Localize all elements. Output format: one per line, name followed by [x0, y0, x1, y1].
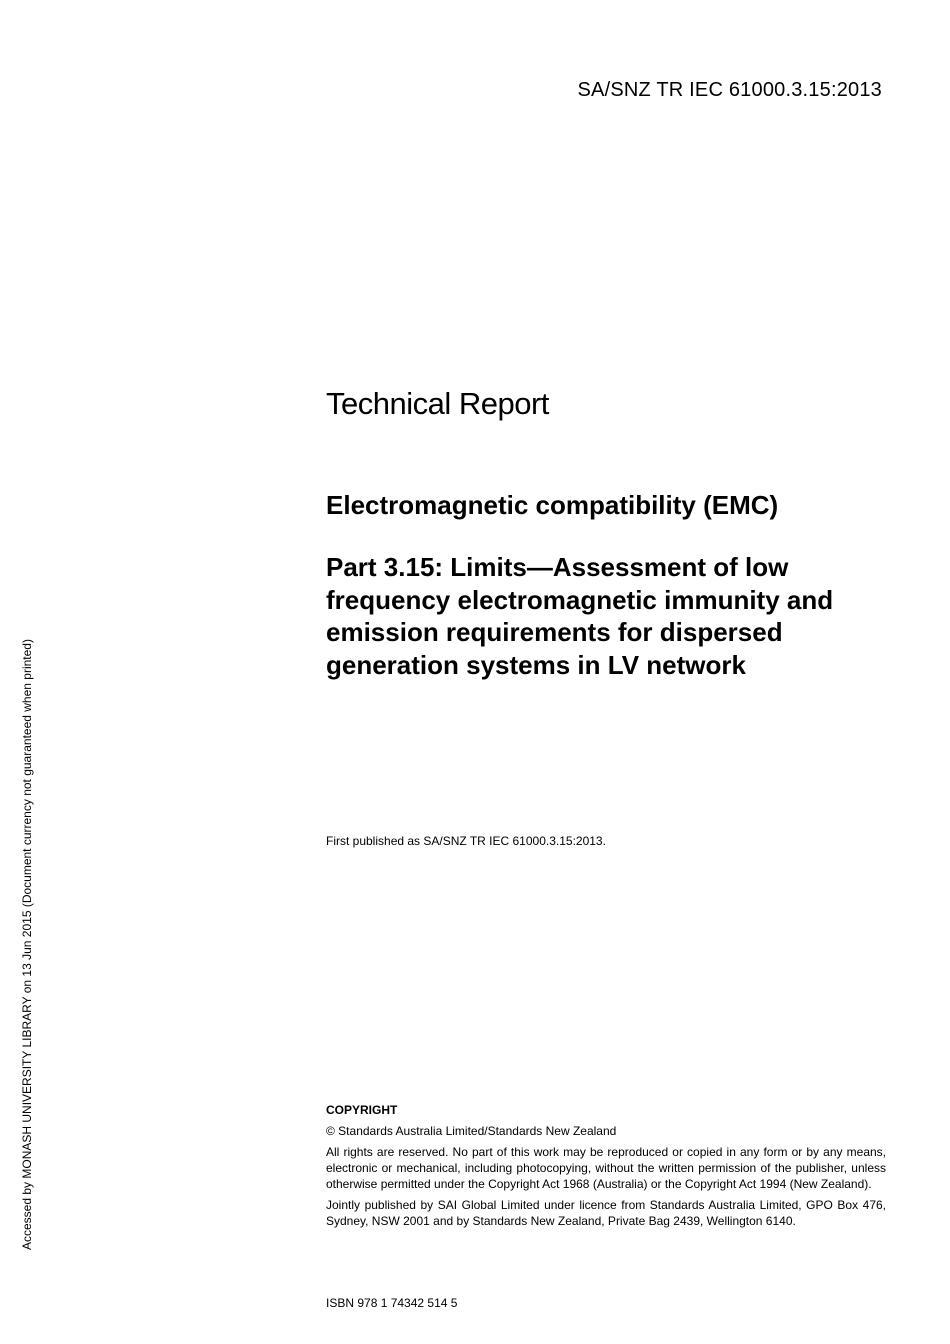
copyright-rights: All rights are reserved. No part of this work may be reproduced or copied in any form or by any means, electronic or mechanical, including photocopying, without the written permission of the publisher, unless otherwise permitted under the Copyright Act 1968 (Australia) or the Copyright Act 1994 (New Zealand).: [326, 1145, 886, 1191]
copyright-publisher: Jointly published by SAI Global Limited under licence from Standards Australia Limited, GPO Box 476, Sydney, NSW 2001 and by Standards New Zealand, Private Bag 2439, Wellington 6140.: [326, 1198, 886, 1228]
copyright-block: [326, 1102, 886, 1234]
first-published-note: First published as SA/SNZ TR IEC 61000.3.15:2013.: [326, 834, 606, 848]
access-note: Accessed by MONASH UNIVERSITY LIBRARY on 13 Jun 2015 (Document currency not guaranteed when printed): [20, 639, 34, 1250]
part-title: Part 3.15: Limits—Assessment of low frequency electromagnetic immunity and emission requirements for dispersed generation systems in LV network: [326, 552, 834, 680]
report-type: Technical Report: [326, 386, 549, 421]
isbn: ISBN 978 1 74342 514 5: [326, 1296, 458, 1310]
document-code: SA/SNZ TR IEC 61000.3.15:2013: [577, 79, 882, 101]
copyright-owner: © Standards Australia Limited/Standards New Zealand: [326, 1124, 617, 1138]
document-title: Electromagnetic compatibility (EMC): [326, 490, 779, 520]
copyright-heading: COPYRIGHT: [326, 1103, 398, 1117]
